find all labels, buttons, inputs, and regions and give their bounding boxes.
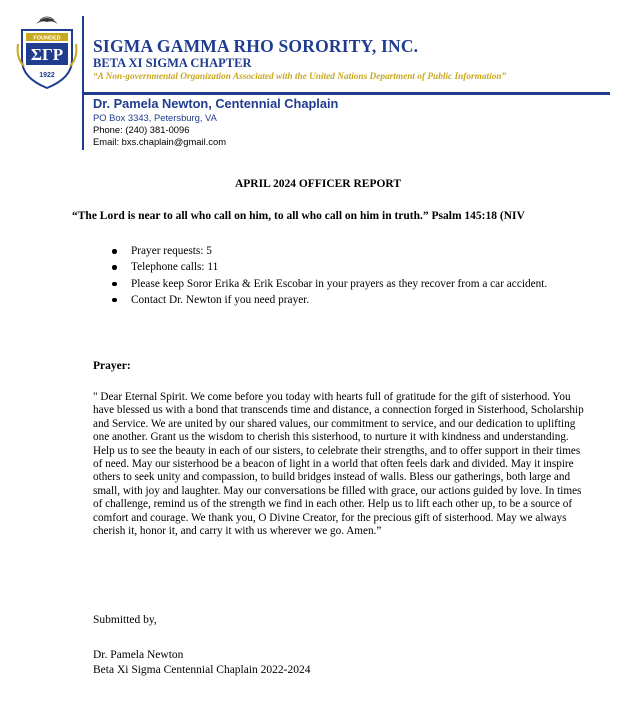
phone-number: Phone: (240) 381-0096 — [93, 124, 190, 135]
bullet-icon — [112, 298, 117, 303]
chapter-name: BETA XI SIGMA CHAPTER — [93, 56, 252, 70]
signature-title: Beta Xi Sigma Centennial Chaplain 2022-2024 — [93, 664, 311, 676]
scripture-quote: “The Lord is near to all who call on him, to all who call on him in truth.” Psalm 145:18 (NIV — [72, 210, 525, 222]
email-address: Email: bxs.chaplain@gmail.com — [93, 136, 227, 147]
list-item — [112, 293, 572, 307]
report-bullet-list — [112, 244, 572, 309]
mailing-address: PO Box 3343, Petersburg, VA — [93, 112, 217, 123]
organization-name: SIGMA GAMMA RHO SORORITY, INC. — [93, 36, 419, 56]
letterhead-vertical-rule — [82, 16, 84, 150]
contact-block — [93, 96, 338, 148]
letterhead — [93, 36, 506, 83]
svg-text:ΣΓΡ: ΣΓΡ — [30, 45, 64, 64]
submitted-by: Submitted by, — [93, 614, 157, 626]
report-title: APRIL 2024 OFFICER REPORT — [234, 178, 402, 190]
prayer-text: " Dear Eternal Spirit. We come before you today with hearts full of gratitude for the gift of sisterhood. You have blessed us with a bond that transcends time and distance, a connection forged in Sisterhood, Scholarship and Service. We are united by our shared values, our commitment to service, and our dedication to uplifting one another. Grant us the wisdom to cherish this sisterhood, to nurture it with kindness and understanding. Help us to see the beauty in each of our sisters, to celebrate their strengths, and to offer support in their times of need. May our sisterhood be a beacon of light in a world that often feels dark and divided. May it inspire others to seek unity and compassion, to build bridges instead of walls. Bless our gatherings, both large and small, with joy and laughter. May our conversations be filled with grace, our actions guided by love. In times of challenge, remind us of the strength we find in each other. Help us to lift each other up, to be a source of comfort and courage. We thank you, O Divine Creator, for the precious gift of sisterhood. May we always cherish it, honor it, and carry it with us wherever we go. Amen.” — [93, 391, 584, 538]
signature-block — [93, 648, 311, 678]
signature-name: Dr. Pamela Newton — [93, 649, 184, 661]
bullet-icon — [112, 265, 117, 270]
svg-text:FOUNDED: FOUNDED — [33, 35, 61, 42]
crest-icon — [16, 14, 78, 94]
letterhead-horizontal-rule — [82, 92, 610, 95]
bullet-icon — [112, 282, 117, 287]
organization-tagline: “A Non-governmental Organization Associated with the United Nations Department of Public Information” — [93, 72, 507, 82]
chaplain-name: Dr. Pamela Newton, Centennial Chaplain — [93, 96, 339, 111]
list-item — [112, 277, 572, 291]
list-item — [112, 260, 572, 274]
list-item — [112, 244, 572, 258]
prayer-heading: Prayer: — [93, 360, 131, 372]
bullet-text: Contact Dr. Newton if you need prayer. — [131, 293, 310, 306]
bullet-text: Prayer requests: 5 — [131, 245, 212, 257]
bullet-text: Telephone calls: 11 — [131, 261, 219, 274]
sorority-crest-logo — [16, 14, 78, 94]
svg-text:1922: 1922 — [39, 72, 55, 79]
bullet-text: Please keep Soror Erika & Erik Escobar in your prayers as they recover from a car accident. — [131, 277, 548, 290]
bullet-icon — [112, 249, 117, 254]
